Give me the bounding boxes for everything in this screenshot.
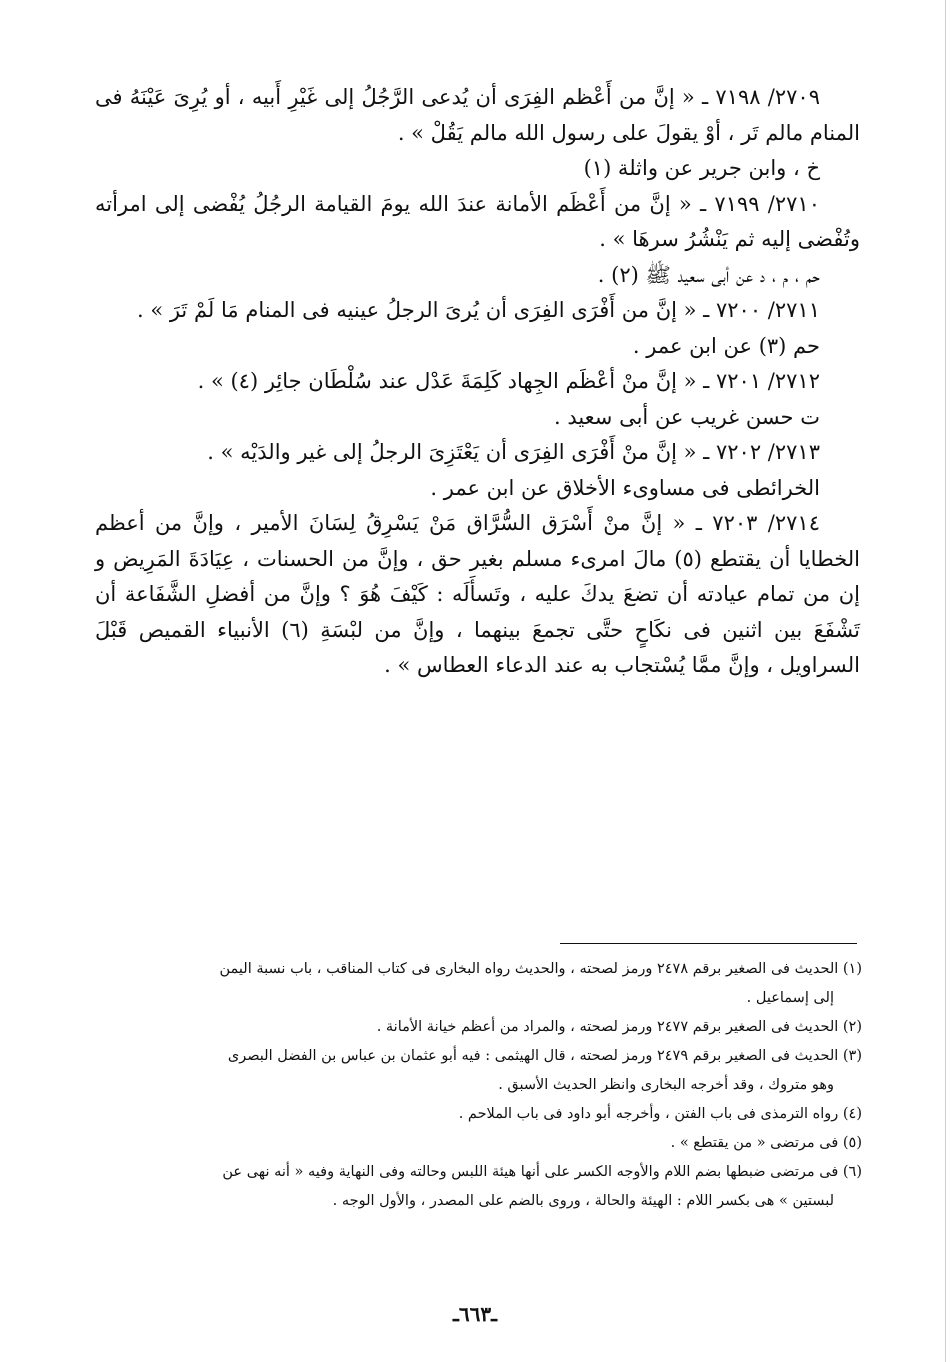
footnote-6-continued: لبستين » هى بكسر اللام : الهيئة والحالة ، وروى بالضم على المصدر ، والأول الوجه . xyxy=(332,1193,834,1209)
hadith-2713-source: الخرائطى فى مساوىء الأخلاق عن ابن عمر . xyxy=(430,475,820,500)
footnote-2: (٢) الحديث فى الصغير برقم ٢٤٧٧ ورمز لصحته ، والمراد من أعظم خيانة الأمانة . xyxy=(376,1019,862,1035)
footnote-6: (٦) فى مرتضى ضبطها بضم اللام والأوجه الكسر على أنها هيئة اللبس وحالته وفى النهاية وفيه « أنه نهى عن xyxy=(222,1164,862,1180)
footnote-3: (٣) الحديث فى الصغير برقم ٢٤٧٩ ورمز لصحته ، قال الهيثمى : فيه أبو عثمان بن عباس بن الفضل البصرى xyxy=(227,1048,862,1064)
hadith-2710-source: حم ، م ، د عن أبى سعيد ﷺ (٢) . xyxy=(597,262,820,287)
footnote-1: (١) الحديث فى الصغير برقم ٢٤٧٨ ورمز لصحته ، والحديث رواه البخارى فى كتاب المناقب ، باب نسبة اليمن xyxy=(219,961,862,977)
hadith-2711: ٢٧١١/ ٧٢٠٠ ـ « إنَّ من أَفْرَى الفِرَى أن يُرىَ الرجلُ عينيه فى المنام مَا لَمْ تَرَ » . xyxy=(136,298,820,322)
page-number: ـ٦٦٣ـ xyxy=(453,1302,497,1326)
footnote-1-continued: إلى إسماعيل . xyxy=(746,990,834,1006)
hadith-2712: ٢٧١٢/ ٧٢٠١ ـ « إنَّ منْ أعْظَم الجِهاد كَلِمَةَ عَدْل عند سُلْطَان جائِر (٤) » . xyxy=(197,369,820,393)
hadith-2713: ٢٧١٣/ ٧٢٠٢ ـ « إنَّ منْ أَفْرَى الفِرَى أن يَعْتَزِىَ الرجلُ إلى غير والدَيْه » . xyxy=(207,440,820,464)
footnote-4: (٤) رواه الترمذى فى باب الفتن ، وأخرجه أبو داود فى باب الملاحم . xyxy=(458,1106,862,1122)
footnote-3-continued: وهو متروك ، وقد أخرجه البخارى وانظر الحديث الأسبق . xyxy=(498,1077,834,1093)
page-edge-line xyxy=(945,0,946,1362)
hadith-2711-source: حم (٣) عن ابن عمر . xyxy=(632,333,820,358)
hadith-body xyxy=(95,80,860,684)
footnotes xyxy=(92,955,862,1216)
footnote-5: (٥) فى مرتضى « من يقتطع » . xyxy=(670,1135,862,1151)
hadith-2714: ٢٧١٤/ ٧٢٠٣ ـ « إنَّ منْ أَسْرَق السُّرَّاق مَنْ يَسْرِقُ لِسَانَ الأمير ، وإنَّ من أعظم الخطايا أن يقتطع (٥) مالَ امرىء مسلم بغير حق ، وإنَّ من الحسنات ، عِيَادَةَ المَرِيض و إن من تمام عيادته أن تضعَ يدكَ عليه ، وتَسأَلَه : كَيْفَ هُوَ ؟ وإنَّ من أفضلِ الشَّفَاعة أن تَشْفَعَ بين اثنين فى نكَاحٍ حتَّى تجمعَ بينهما ، وإنَّ من لبْسَةِ (٦) الأنبياء القميص قَبْلَ السراويل ، وإنَّ ممَّا يُسْتجاب به عند الدعاء العطاس » . xyxy=(95,511,861,677)
hadith-2710: ٢٧١٠/ ٧١٩٩ ـ « إنَّ من أَعْظَم الأمانة عندَ الله يومَ القيامة الرجُلُ يُفْضى إلى امرأته وتُفْضى إليه ثم يَنْشُرُ سرهَا » . xyxy=(95,191,860,251)
footnote-divider xyxy=(560,943,857,944)
hadith-2712-source: ت حسن غريب عن أبى سعيد . xyxy=(553,404,820,429)
hadith-2709-source: خ ، وابن جرير عن واثلة (١) xyxy=(583,156,820,180)
hadith-2709: ٢٧٠٩/ ٧١٩٨ ـ « إنَّ من أَعْظم الفِرَى أن يُدعى الرَّجُلُ إلى غَيْرِ أَبيه ، أو يُرِىَ عَيْنَهُ فى المنام مالم تَر ، أوْ يقولَ على رسول الله مالم يَقُلْ » . xyxy=(95,85,860,145)
